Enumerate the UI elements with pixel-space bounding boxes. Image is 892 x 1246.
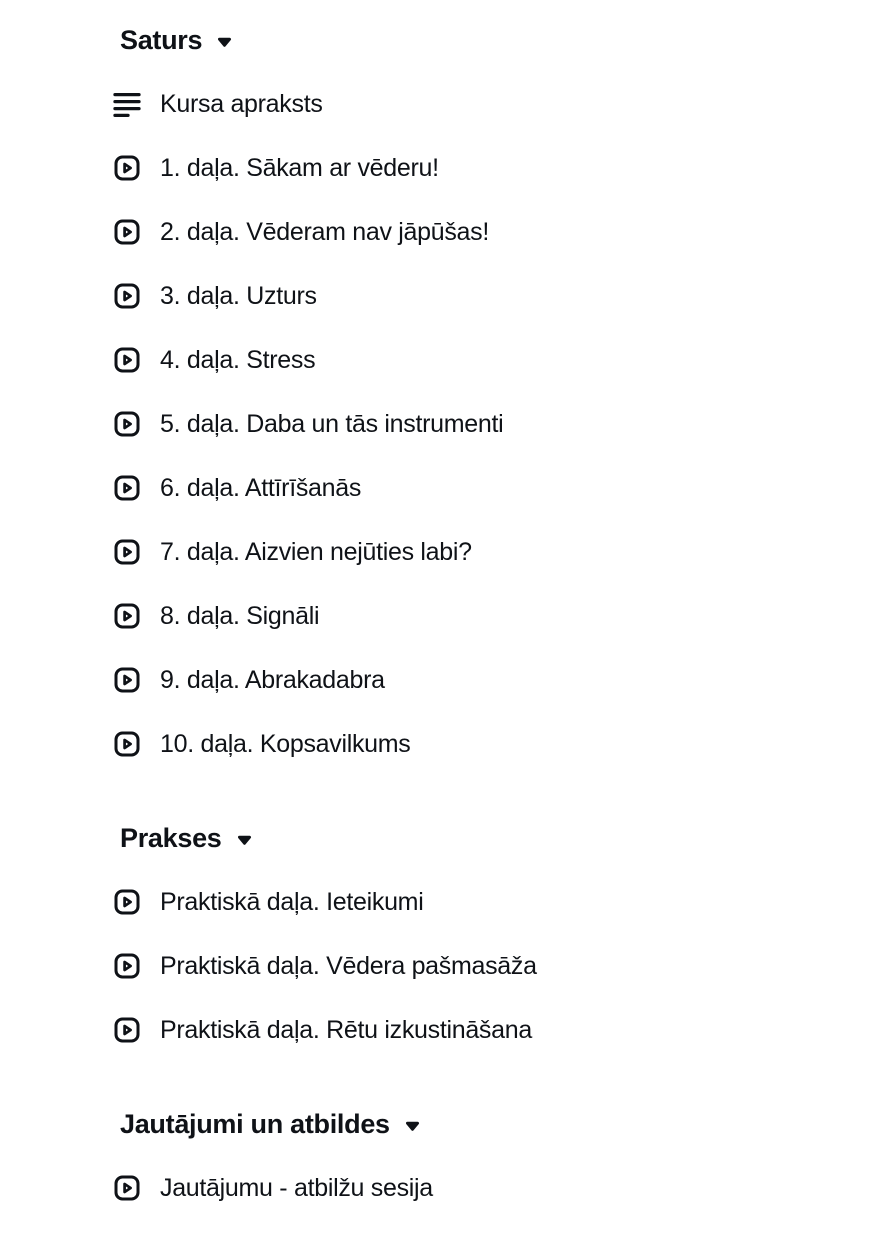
- lesson-title: 8. daļa. Signāli: [160, 601, 320, 630]
- lesson-item[interactable]: [112, 998, 532, 1062]
- play-video-icon: [112, 410, 142, 438]
- lesson-item[interactable]: [112, 934, 537, 998]
- lesson-item[interactable]: [112, 328, 315, 392]
- play-video-icon: [112, 1016, 142, 1044]
- lesson-item[interactable]: [112, 584, 319, 648]
- text-lines-icon: [112, 90, 142, 118]
- lesson-item[interactable]: [112, 136, 439, 200]
- play-video-icon: [112, 730, 142, 758]
- lesson-title: Praktiskā daļa. Rētu izkustināšana: [160, 1015, 532, 1044]
- section-header-0[interactable]: [112, 12, 232, 68]
- lesson-title: 1. daļa. Sākam ar vēderu!: [160, 153, 439, 182]
- section-header-2[interactable]: [112, 1096, 420, 1152]
- section-title: Prakses: [120, 822, 222, 853]
- play-video-icon: [112, 218, 142, 246]
- lesson-title: Praktiskā daļa. Vēdera pašmasāža: [160, 951, 537, 980]
- play-video-icon: [112, 154, 142, 182]
- toc-section-1: [112, 810, 892, 1062]
- toc-section-0: [112, 12, 892, 776]
- section-items: [112, 1156, 892, 1220]
- lesson-title: 7. daļa. Aizvien nejūties labi?: [160, 537, 472, 566]
- lesson-title: 3. daļa. Uzturs: [160, 281, 317, 310]
- play-video-icon: [112, 538, 142, 566]
- play-video-icon: [112, 952, 142, 980]
- play-video-icon: [112, 346, 142, 374]
- play-video-icon: [112, 282, 142, 310]
- section-items: [112, 870, 892, 1062]
- lesson-title: 6. daļa. Attīrīšanās: [160, 473, 362, 502]
- lesson-title: 4. daļa. Stress: [160, 345, 316, 374]
- lesson-item[interactable]: [112, 264, 317, 328]
- lesson-title: Praktiskā daļa. Ieteikumi: [160, 887, 424, 916]
- chevron-down-icon: [217, 37, 232, 48]
- play-video-icon: [112, 888, 142, 916]
- lesson-item[interactable]: [112, 520, 472, 584]
- section-title: Saturs: [120, 24, 203, 55]
- lesson-title: 9. daļa. Abrakadabra: [160, 665, 385, 694]
- play-video-icon: [112, 666, 142, 694]
- play-video-icon: [112, 474, 142, 502]
- lesson-item[interactable]: [112, 712, 410, 776]
- lesson-title: Kursa apraksts: [160, 89, 323, 118]
- lesson-item[interactable]: [112, 870, 423, 934]
- section-items: [112, 72, 892, 776]
- section-title: Jautājumi un atbildes: [120, 1108, 390, 1139]
- lesson-item[interactable]: [112, 456, 361, 520]
- lesson-item[interactable]: [112, 1156, 433, 1220]
- toc-section-2: [112, 1096, 892, 1220]
- lesson-title: Jautājumu - atbilžu sesija: [160, 1173, 433, 1202]
- lesson-item[interactable]: [112, 200, 489, 264]
- play-video-icon: [112, 602, 142, 630]
- lesson-item[interactable]: [112, 72, 323, 136]
- section-header-1[interactable]: [112, 810, 252, 866]
- chevron-down-icon: [237, 835, 252, 846]
- play-video-icon: [112, 1174, 142, 1202]
- lesson-item[interactable]: [112, 392, 503, 456]
- lesson-title: 2. daļa. Vēderam nav jāpūšas!: [160, 217, 490, 246]
- lesson-title: 10. daļa. Kopsavilkums: [160, 729, 411, 758]
- chevron-down-icon: [405, 1121, 420, 1132]
- lesson-title: 5. daļa. Daba un tās instrumenti: [160, 409, 504, 438]
- lesson-item[interactable]: [112, 648, 385, 712]
